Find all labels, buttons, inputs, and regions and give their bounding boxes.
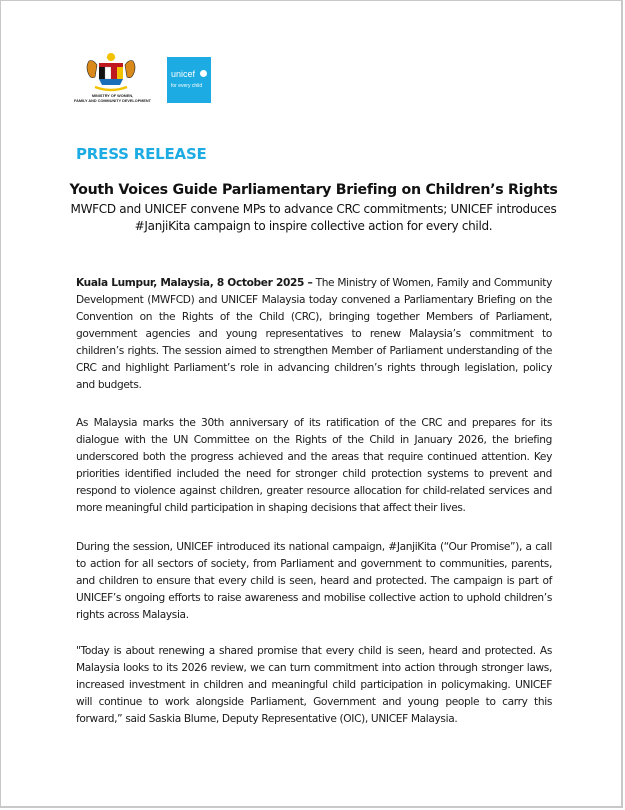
dateline: Kuala Lumpur, Malaysia, 8 October 2025 – [76,277,313,289]
body-paragraph [76,539,552,624]
quote-paragraph [76,643,552,728]
unicef-logo [167,57,211,103]
body-paragraph [76,415,552,517]
headline: Youth Voices Guide Parliamentary Briefing on Children’s Rights [69,182,558,198]
ministry-logo-line1: MINISTRY OF WOMEN, [91,94,134,98]
unicef-globe-icon [200,70,207,77]
document-type-label: PRESS RELEASE [76,145,207,163]
unicef-tagline: for every child [171,83,203,89]
paragraph-text: As Malaysia marks the 30th anniversary of its ratification of the CRC and prepares for its dialogue with the UN Committee on the Rights of the Child in January 2026, the briefing underscored both the progress achieved and the areas that require continued attention. Key priorities identified included the need for stronger child protection systems to prevent and respond to violence against children, greater resource allocation for child-related services and more meaningful child participation in shaping decisions that affect their lives. [76,417,552,514]
unicef-wordmark: unicef [171,69,196,79]
paragraph-text: The Ministry of Women, Family and Community Development (MWFCD) and UNICEF Malaysia today convened a Parliamentary Briefing on the Convention on the Rights of the Child (CRC), bringing together Members of Parliament, government agencies and young representatives to renew Malaysia’s commitment to children’s rights. The session aimed to strengthen Member of Parliament understanding of the CRC and highlight Parliament’s role in advancing children’s rights through legislation, policy and budgets. [76,277,552,391]
body-paragraph [76,275,552,394]
ministry-logo-line2: FAMILY AND COMMUNITY DEVELOPMENT [74,99,151,103]
ministry-logo [71,51,151,111]
subheadline: MWFCD and UNICEF convene MPs to advance CRC commitments; UNICEF introduces #JanjiKita campaign to inspire collective action for every child. [70,202,557,233]
ministry-logo-text [65,94,160,104]
paragraph-text: "Today is about renewing a shared promise that every child is seen, heard and protected. As Malaysia looks to its 2026 review, we can turn commitment into action through stronger laws, increased investment in children and meaningful child participation in policymaking. UNICEF will continue to work alongside Parliament, Government and young people to carry this forward,” said Saskia Blume, Deputy Representative (OIC), UNICEF Malaysia. [76,645,552,725]
malaysia-coat-of-arms-icon [81,51,141,93]
paragraph-text: During the session, UNICEF introduced its national campaign, #JanjiKita (“Our Promise”), a call to action for all sectors of society, from Parliament and government to communities, parents, and children to ensure that every child is seen, heard and protected. The campaign is part of UNICEF’s ongoing efforts to raise awareness and mobilise collective action to uphold children’s rights across Malaysia. [76,541,552,621]
